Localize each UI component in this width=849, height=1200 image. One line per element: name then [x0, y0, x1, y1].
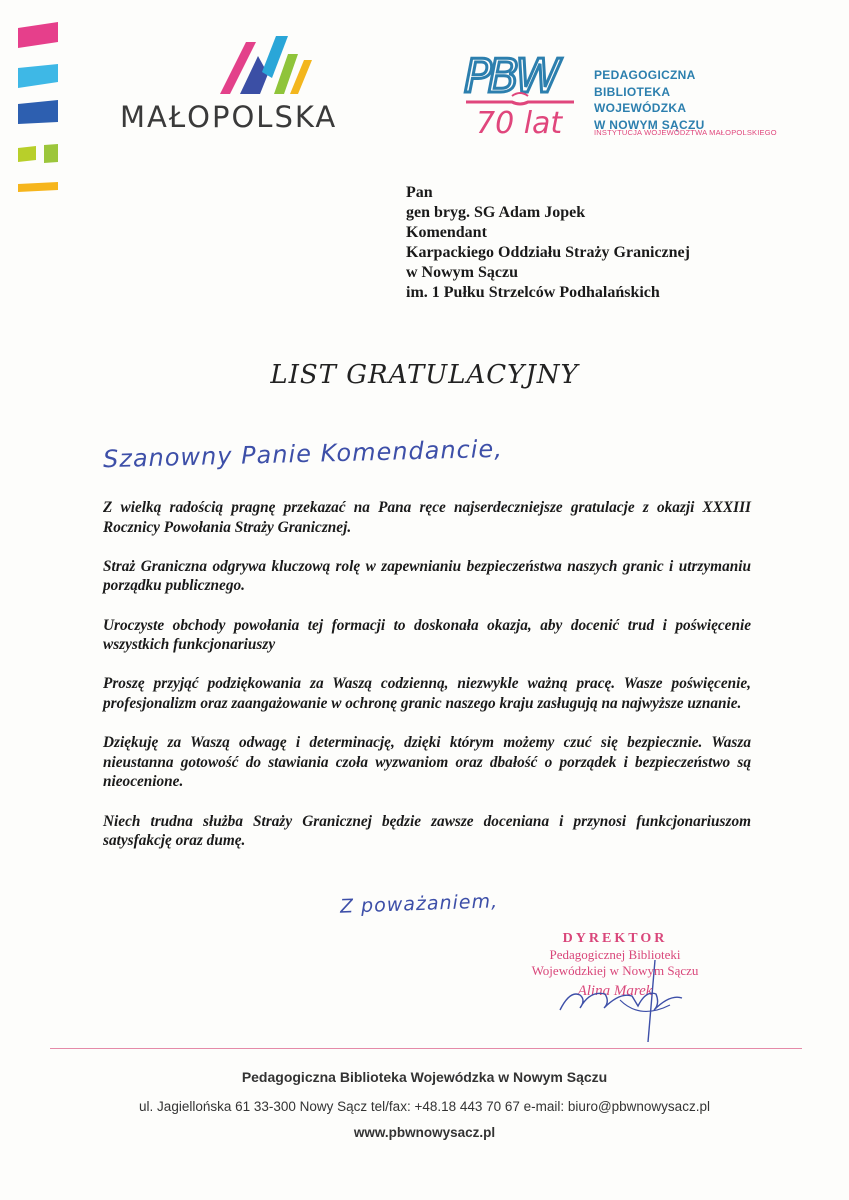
malopolska-m-icon: [218, 34, 312, 96]
paragraph: Niech trudna służba Straży Granicznej będzie zawsze doceniana i przynosi funkcjonariuszom satysfakcję oraz dumę.: [103, 812, 751, 850]
address-line: Pan: [406, 184, 433, 201]
paragraph: Straż Graniczna odgrywa kluczową rolę w zapewnianiu bezpieczeństwa naszych granic i utrzymaniu porządku publicznego.: [103, 557, 751, 595]
handwritten-closing: Z poważaniem,: [339, 890, 499, 918]
recipient-address: [406, 183, 690, 303]
stamp-name: Alina Marek: [577, 983, 653, 999]
footer-website: www.pbwnowysacz.pl: [353, 1125, 496, 1140]
pbw-letters: PBW: [464, 50, 557, 103]
stamp-line: Pedagogicznej Biblioteki: [549, 947, 681, 962]
pbw-institution: INSTYTUCJA WOJEWÓDZTWA MAŁOPOLSKIEGO: [594, 128, 777, 137]
pbw-name-line: W NOWYM SĄCZU: [594, 117, 705, 132]
pbw-name: [594, 67, 774, 133]
address-line: gen bryg. SG Adam Jopek: [406, 204, 586, 221]
address-line: im. 1 Pułku Strzelców Podhalańskich: [406, 284, 660, 301]
pbw-name-line: PEDAGOGICZNA BIBLIOTEKA: [594, 68, 696, 99]
pbw-anniversary: 70 lat: [476, 106, 563, 141]
address-line: Karpackiego Oddziału Straży Granicznej: [406, 244, 690, 261]
letter-title: LIST GRATULACYJNY: [270, 360, 579, 390]
paragraph: Uroczyste obchody powołania tej formacji to doskonała okazja, aby docenić trud i poświęcenie wszystkich funkcjonariuszy: [103, 616, 751, 654]
stripe-shapes: [14, 20, 64, 200]
stamp-title: DYREKTOR: [562, 931, 668, 946]
paragraph: Dziękuję za Waszą odwagę i determinację, dzięki którym możemy czuć się bezpiecznie. Wasza nieustanna gotowość do stawiania czoła wyzwaniom oraz dbałość o porządek i bezpieczeństwo są nieocenione.: [103, 734, 751, 791]
footer-contact: ul. Jagiellońska 61 33-300 Nowy Sącz tel/fax: +48.18 443 70 67 e-mail: biuro@pbwnowysacz.pl: [139, 1099, 710, 1114]
address-line: w Nowym Sączu: [406, 264, 518, 281]
footer-institution-name: Pedagogiczna Biblioteka Wojewódzka w Nowym Sączu: [241, 1069, 608, 1085]
paragraph: Proszę przyjąć podziękowania za Waszą codzienną, niezwykle ważną pracę. Wasze poświęcenie, profesjonalizm oraz zaangażowanie w ochronę granic naszego kraju zasługują na najwyższe uznanie.: [103, 675, 751, 712]
address-line: Komendant: [406, 224, 487, 241]
malopolska-logo-text: MAŁOPOLSKA: [120, 100, 338, 134]
footer-divider: [50, 1048, 802, 1049]
handwritten-salutation: Szanowny Panie Komendancie,: [102, 434, 504, 474]
paragraph: Z wielką radością pragnę przekazać na Pana ręce najserdeczniejsze gratulacje z okazji XXXIII Rocznicy Powołania Straży Granicznej.: [103, 499, 751, 536]
handwritten-signature: [520, 950, 730, 1045]
pbw-name-line: WOJEWÓDZKA: [594, 101, 687, 115]
stamp-line: Wojewódzkiej w Nowym Sączu: [531, 962, 699, 978]
letter-body: [103, 498, 751, 870]
